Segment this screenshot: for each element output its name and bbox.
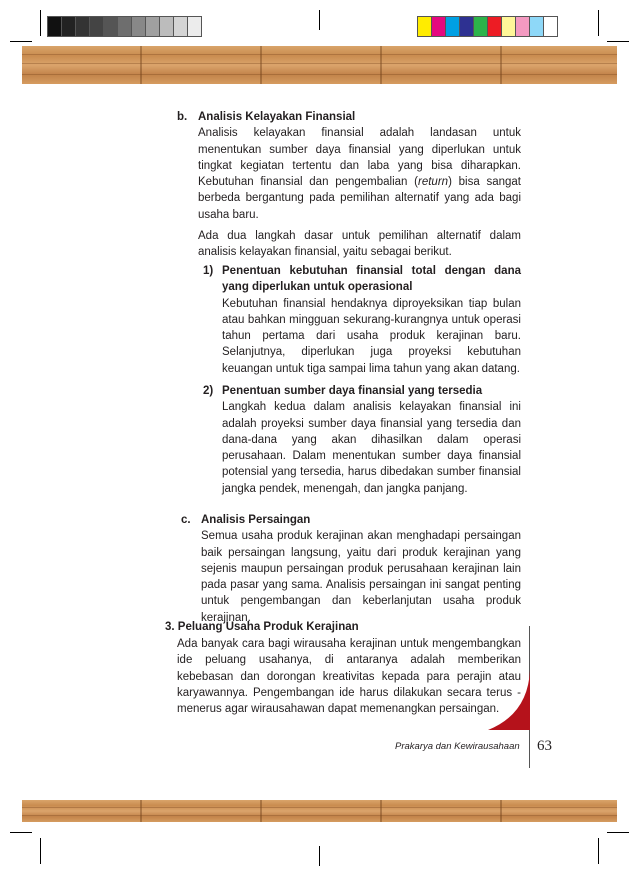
section-c (201, 512, 521, 626)
item-1-marker: 1) (203, 265, 214, 277)
section-3-heading: 3. Peluang Usaha Produk Kerajinan (165, 621, 359, 633)
item-2-marker: 2) (203, 385, 214, 397)
item-2 (222, 383, 521, 497)
page-number: 63 (537, 738, 552, 754)
section-b-paragraph-1: Analisis kelayakan finansial adalah landasan untuk menentukan sumber daya finansial yang diperlukan untuk tingkat kegiatan tertentu dan laba yang bisa diharapkan. Kebutuhan finansial dan pengembalian (return) bisa sangat berbeda bergantung pada pemilihan alternatif yang ada bagi usaha baru. (198, 127, 521, 221)
red-corner-ornament (488, 670, 532, 732)
item-2-heading: Penentuan sumber daya finansial yang tersedia (222, 385, 483, 397)
section-b (198, 109, 521, 261)
item-2-body: Langkah kedua dalam analisis kelayakan finansial ini adalah proyeksi sumber daya finansial yang tersedia dan dana-dana yang akan dihasilkan dalam operasi perusahaan. Dalam menentukan sumber daya finansial potensial yang tersedia, harus dibedakan sumber finansial jangka pendek, menengah, dan jangka panjang. (222, 401, 521, 495)
section-b-paragraph-2: Ada dua langkah dasar untuk pemilihan alternatif dalam analisis kelayakan finansial, yaitu sebagai berikut. (198, 230, 521, 259)
book-title: Prakarya dan Kewirausahaan (395, 741, 520, 752)
section-b-heading: Analisis Kelayakan Finansial (198, 111, 356, 123)
item-1-heading: Penentuan kebutuhan finansial total dengan dana yang diperlukan untuk operasional (222, 265, 521, 294)
section-b-marker: b. (177, 111, 188, 123)
section-c-body: Semua usaha produk kerajinan akan menghadapi persaingan baik persaingan langsung, yaitu dari produk kerajinan yang sejenis maupun persaingan produk perusahaan kerajinan lain pada pasar yang sama. Analisis persaingan ini sangat penting untuk pengembangan dan keberlanjutan usaha produk kerajinan. (201, 530, 521, 624)
item-1-body: Kebutuhan finansial hendaknya diproyeksikan tiap bulan atau bahkan mingguan sekurang-kurangnya untuk operasi tahun pertama dari usaha produk kerajinan baru. Selanjutnya, diperlukan juga proyeksi kebutuhan keuangan untuk tiga sampai lima tahun yang akan datang. (222, 297, 521, 375)
section-3 (165, 619, 522, 635)
section-c-marker: c. (181, 514, 191, 526)
item-1 (222, 263, 521, 377)
section-c-heading: Analisis Persaingan (201, 514, 311, 526)
section-3-body: Ada banyak cara bagi wirausaha kerajinan untuk mengembangkan ide peluang usahanya, di antaranya adalah memberikan kebebasan dan dorongan kreativitas kepada para perajin atau karyawannya. Pengembangan ide harus dilakukan secara terus - menerus agar wirausahawan dapat memenangkan persaingan. (177, 638, 521, 716)
